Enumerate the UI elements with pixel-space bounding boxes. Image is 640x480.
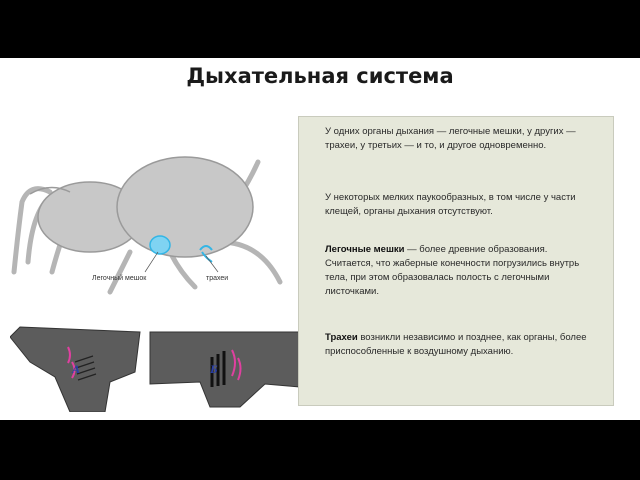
paragraph-3: Легочные мешки — более древние образования. Считается, что жаберные конечности погрузились внутрь тела, при этом образовалась полость с легочными листочками. [325,244,580,297]
paragraph-4: Трахеи возникли независимо и позднее, как органы, более приспособленные к воздушному дыханию. [325,332,587,357]
spider-illustration [10,122,300,412]
section-b [150,332,300,407]
bold-term-tracheae: Трахеи [325,332,358,343]
bold-term-lung-sacs: Легочные мешки [325,244,405,255]
paragraph-1: У одних органы дыхания — легочные мешки, у других — трахеи, у третьих — и то, и другое одновременно. [325,126,576,151]
slide-title: Дыхательная система [186,64,454,88]
trachea-label: трахеи [206,275,229,282]
section-b-letter: Б [210,362,218,376]
lung-sac-label: Легочный мешок [92,275,147,282]
paragraph-2: У некоторых мелких паукообразных, в том числе у части клещей, органы дыхания отсутствуют. [325,192,576,217]
info-panel [298,116,614,406]
slide [0,58,640,420]
spider-figure [10,122,300,412]
section-a-letter: А [72,362,81,376]
